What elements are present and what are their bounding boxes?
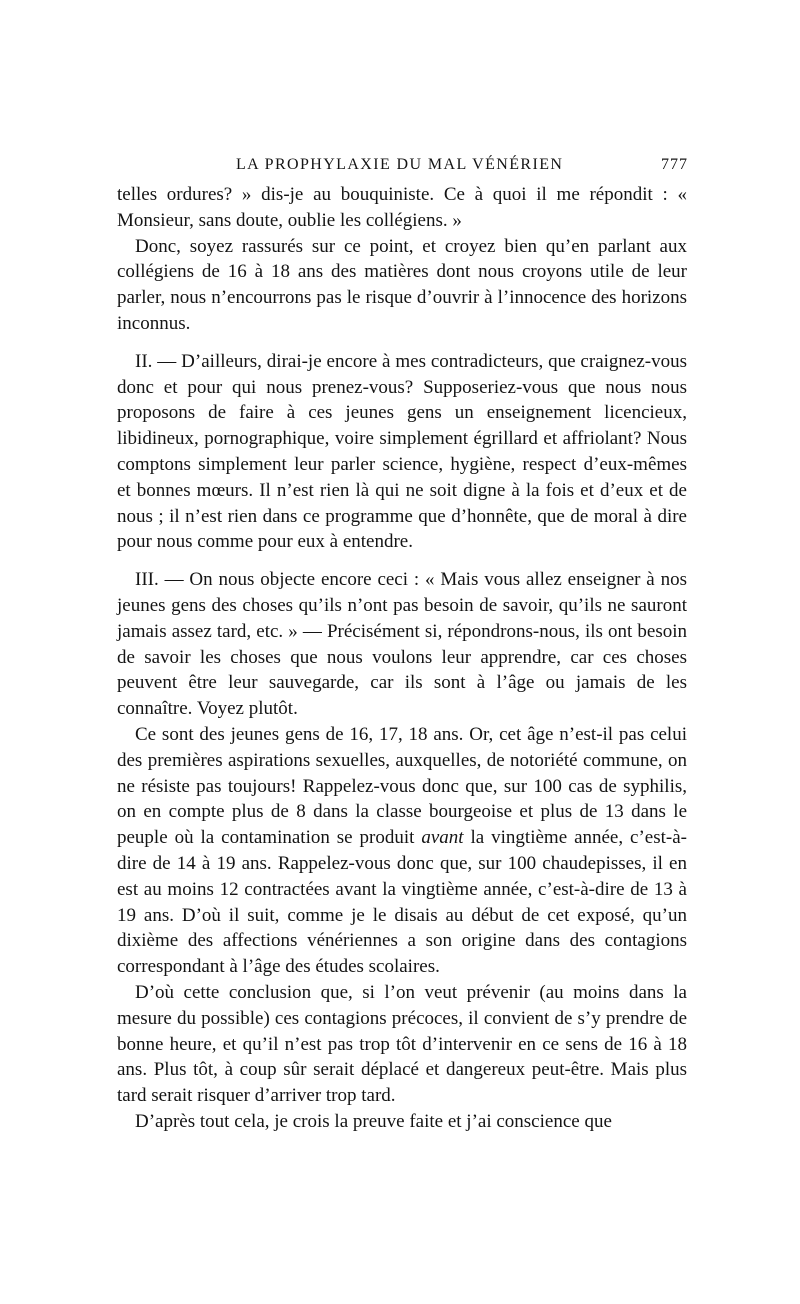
paragraph-continuation: telles ordures? » dis-je au bouquiniste. Ce à quoi il me répondit : « Monsieur, sans doute, oublie les collégiens. » [117, 184, 687, 231]
paragraph-text: Ce sont des jeunes gens de 16, 17, 18 ans. Or, cet âge n’est-il pas celui des premières aspirations sexuelles, auxquelles, de notoriété commune, on ne résiste pas toujours! Rappelez-vous donc que, sur 100 cas de syphilis, on en compte plus de 8 dans la classe bourgeoise et plus de 13 dans le peuple où la contamination se produit [117, 723, 687, 849]
paragraph-text: la vingtième année, c’est-à-dire de 14 à 19 ans. Rappelez-vous donc que, sur 100 chaudepisses, il en est au moins 12 contractées avant la vingtième année, c’est-à-dire de 13 à 19 ans. D’où il suit, comme je le disais au début de cet exposé, qu’un dixième des affections vénériennes a son origine dans des contagions correspondant à l’âge des études scolaires. [117, 827, 687, 978]
running-head: LA PROPHYLAXIE DU MAL VÉNÉRIEN [236, 156, 564, 173]
emphasized-word: avant [421, 827, 464, 849]
page-number: 777 [661, 156, 688, 173]
page-body [117, 182, 687, 1135]
page-header [118, 156, 688, 178]
paragraph: Donc, soyez rassurés sur ce point, et croyez bien qu’en parlant aux collégiens de 16 à 18 ans des matières dont nous croyons utile de leur parler, nous n’encourrons pas le risque d’ouvrir à l’innocence des horizons inconnus. [117, 235, 687, 334]
paragraph-statistics [117, 722, 687, 980]
paragraph-section-iii: III. — On nous objecte encore ceci : « Mais vous allez enseigner à nos jeunes gens des choses qu’ils n’ont pas besoin de savoir, qu’ils ne sauront jamais assez tard, etc. » — Précisément si, répondrons-nous, ils ont besoin de savoir les choses que nous voulons leur apprendre, car ces choses peuvent être leur sauvegarde, car ils sont à l’âge ou jamais de les connaître. Voyez plutôt. [117, 569, 687, 720]
paragraph-section-ii: II. — D’ailleurs, dirai-je encore à mes contradicteurs, que craignez-vous donc et pour qui nous prenez-vous? Supposeriez-vous que nous nous proposons de faire à ces jeunes gens un enseignement licencieux, libidineux, pornographique, voire simplement égrillard et affriolant? Nous comptons simplement leur parler science, hygiène, respect d’eux-mêmes et bonnes mœurs. Il n’est rien là qui ne soit digne à la fois et d’eux et de nous ; il n’est rien dans ce programme que d’honnête, que de moral à dire pour nous comme pour eux à entendre. [117, 350, 687, 553]
paragraph-last: D’après tout cela, je crois la preuve faite et j’ai conscience que [135, 1110, 612, 1132]
paragraph-conclusion: D’où cette conclusion que, si l’on veut prévenir (au moins dans la mesure du possible) ces contagions précoces, il convient de s’y prendre de bonne heure, et qu’il n’est pas trop tôt d’intervenir en ce sens de 16 à 18 ans. Plus tôt, à coup sûr serait déplacé et dangereux peut-être. Mais plus tard serait risquer d’arriver trop tard. [117, 981, 687, 1107]
